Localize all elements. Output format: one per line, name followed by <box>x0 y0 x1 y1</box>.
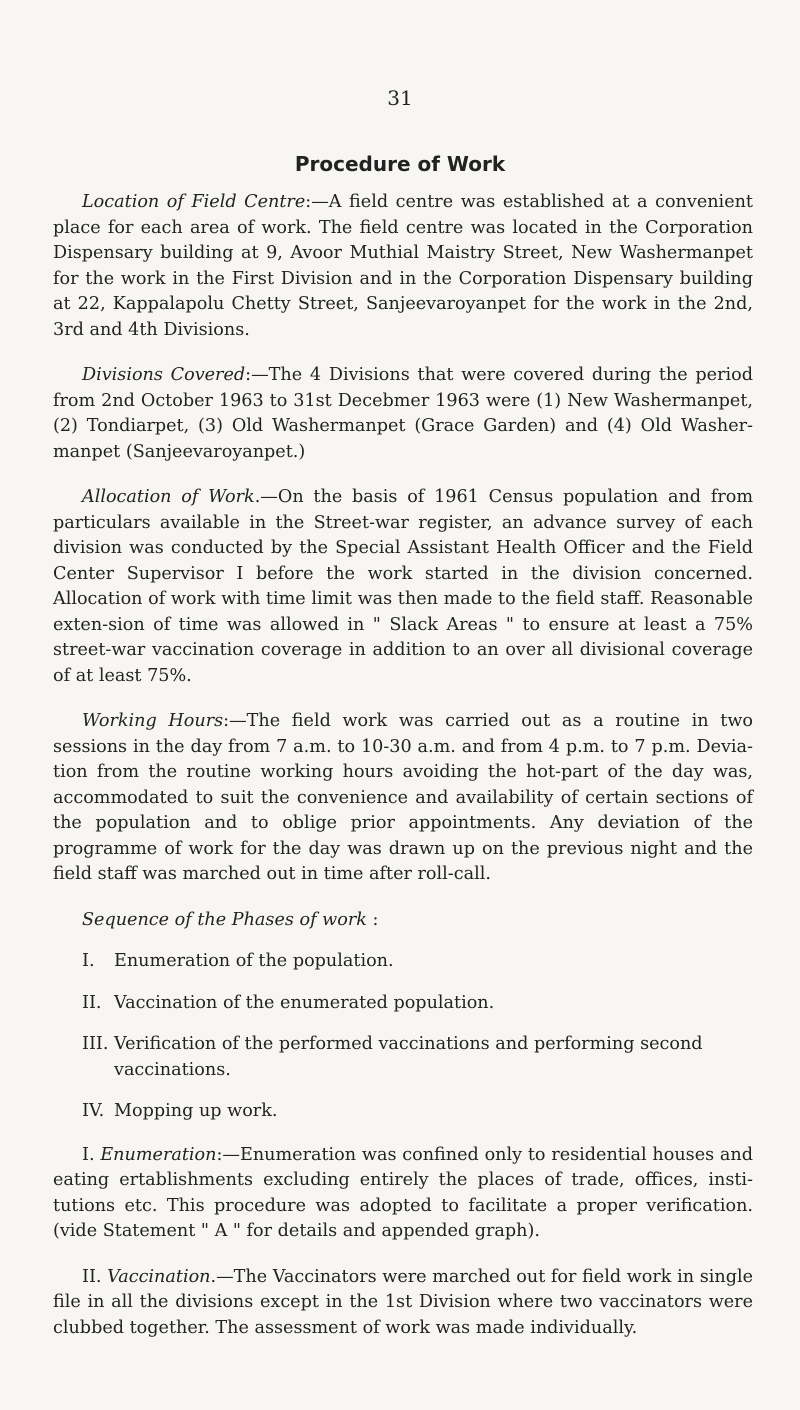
paragraph-lead: Divisions Covered <box>82 365 246 385</box>
paragraph-location <box>53 190 753 343</box>
list-item <box>82 1099 753 1125</box>
paragraph-lead: Enumeration <box>100 1144 217 1165</box>
paragraph-lead: Working Hours <box>82 711 224 731</box>
paragraph-lead: Location of Field Centre <box>82 192 306 212</box>
page-number: 31 <box>387 86 413 110</box>
paragraph-text: .—The Vaccinators were marched out for field work in single file in all the divisions except in the 1st Division where two vaccinators were clubbed together. The assessment of work was made individually. <box>53 1266 753 1338</box>
paragraph-enumeration <box>53 1143 753 1245</box>
list-item-text: Verification of the performed vaccinations and performing second vaccinations. <box>114 1034 703 1080</box>
list-item-number: IV. <box>82 1101 105 1121</box>
paragraph-prefix: II. <box>82 1266 108 1287</box>
paragraph-sequence <box>53 908 753 934</box>
paragraph-prefix: I. <box>82 1144 101 1165</box>
paragraph-text: :—The 4 Divisions that were covered during the period from 2nd October 1963 to 31st Decebmer 1963 were (1) New Washermanpet, (2) Tondiarpet, (3) Old Washermanpet (Grace Garden) and (4) Old Washer-manpet (Sanjeevaroyanpet.) <box>53 365 753 462</box>
list-item-text: Enumeration of the population. <box>114 951 394 971</box>
paragraph-text: .—On the basis of 1961 Census population and from particulars available in the Street-war register, an advance survey of each division was conducted by the Special Assistant Health Officer and the Field Center Supervisor I before the work started in the division concerned. Allocation of work with time limit was then made to the field staff. Reasonable exten-sion of time was allowed in " Slack Areas " to ensure at least a 75% street-war vaccination coverage in addition to an over all divisional coverage of at least 75%. <box>53 487 753 686</box>
document-body <box>53 190 753 1361</box>
paragraph-allocation <box>53 485 753 689</box>
paragraph-text: :—Enumeration was confined only to residential houses and eating ertablishments excluding entirely the places of trade, offices, insti-tutions etc. This procedure was adopted to facilitate a proper verification. (vide Statement " A " for details and appended graph). <box>53 1144 754 1241</box>
list-item <box>82 1032 753 1083</box>
paragraph-text: : <box>366 909 379 930</box>
list-item <box>82 949 753 975</box>
paragraph-lead: Sequence of the Phases of work <box>82 909 367 930</box>
paragraph-text: :—The field work was carried out as a routine in two sessions in the day from 7 a.m. to 10-30 a.m. and from 4 p.m. to 7 p.m. Devia-tion from the routine working hours avoiding the hot-part of the day was, accommodated to suit the convenience and availability of certain sections of the population and to oblige prior appointments. Any deviation of the programme of work for the day was drawn up on the previous night and the field staff was marched out in time after roll-call. <box>53 711 753 884</box>
list-item-text: Vaccination of the enumerated population. <box>114 992 495 1013</box>
paragraph-vaccination <box>53 1265 753 1342</box>
list-item-text: Mopping up work. <box>114 1101 278 1121</box>
list-item-number: II. <box>82 992 102 1013</box>
phase-list <box>82 949 753 1125</box>
paragraph-divisions <box>53 363 753 465</box>
list-item <box>82 991 753 1017</box>
paragraph-working-hours <box>53 709 753 888</box>
list-item-number: I. <box>82 951 95 971</box>
list-item-number: III. <box>82 1034 109 1054</box>
paragraph-text: :—A field centre was established at a convenient place for each area of work. The field centre was located in the Corporation Dispensary building at 9, Avoor Muthial Maistry Street, New Washermanpet for the work in the First Division and in the Corporation Dispensary building at 22, Kappalapolu Chetty Street, Sanjeevaroyanpet for the work in the 2nd, 3rd and 4th Divisions. <box>53 192 754 340</box>
paragraph-lead: Allocation of Work <box>82 487 255 507</box>
page-title: Procedure of Work <box>294 152 506 176</box>
paragraph-lead: Vaccination <box>107 1266 211 1287</box>
